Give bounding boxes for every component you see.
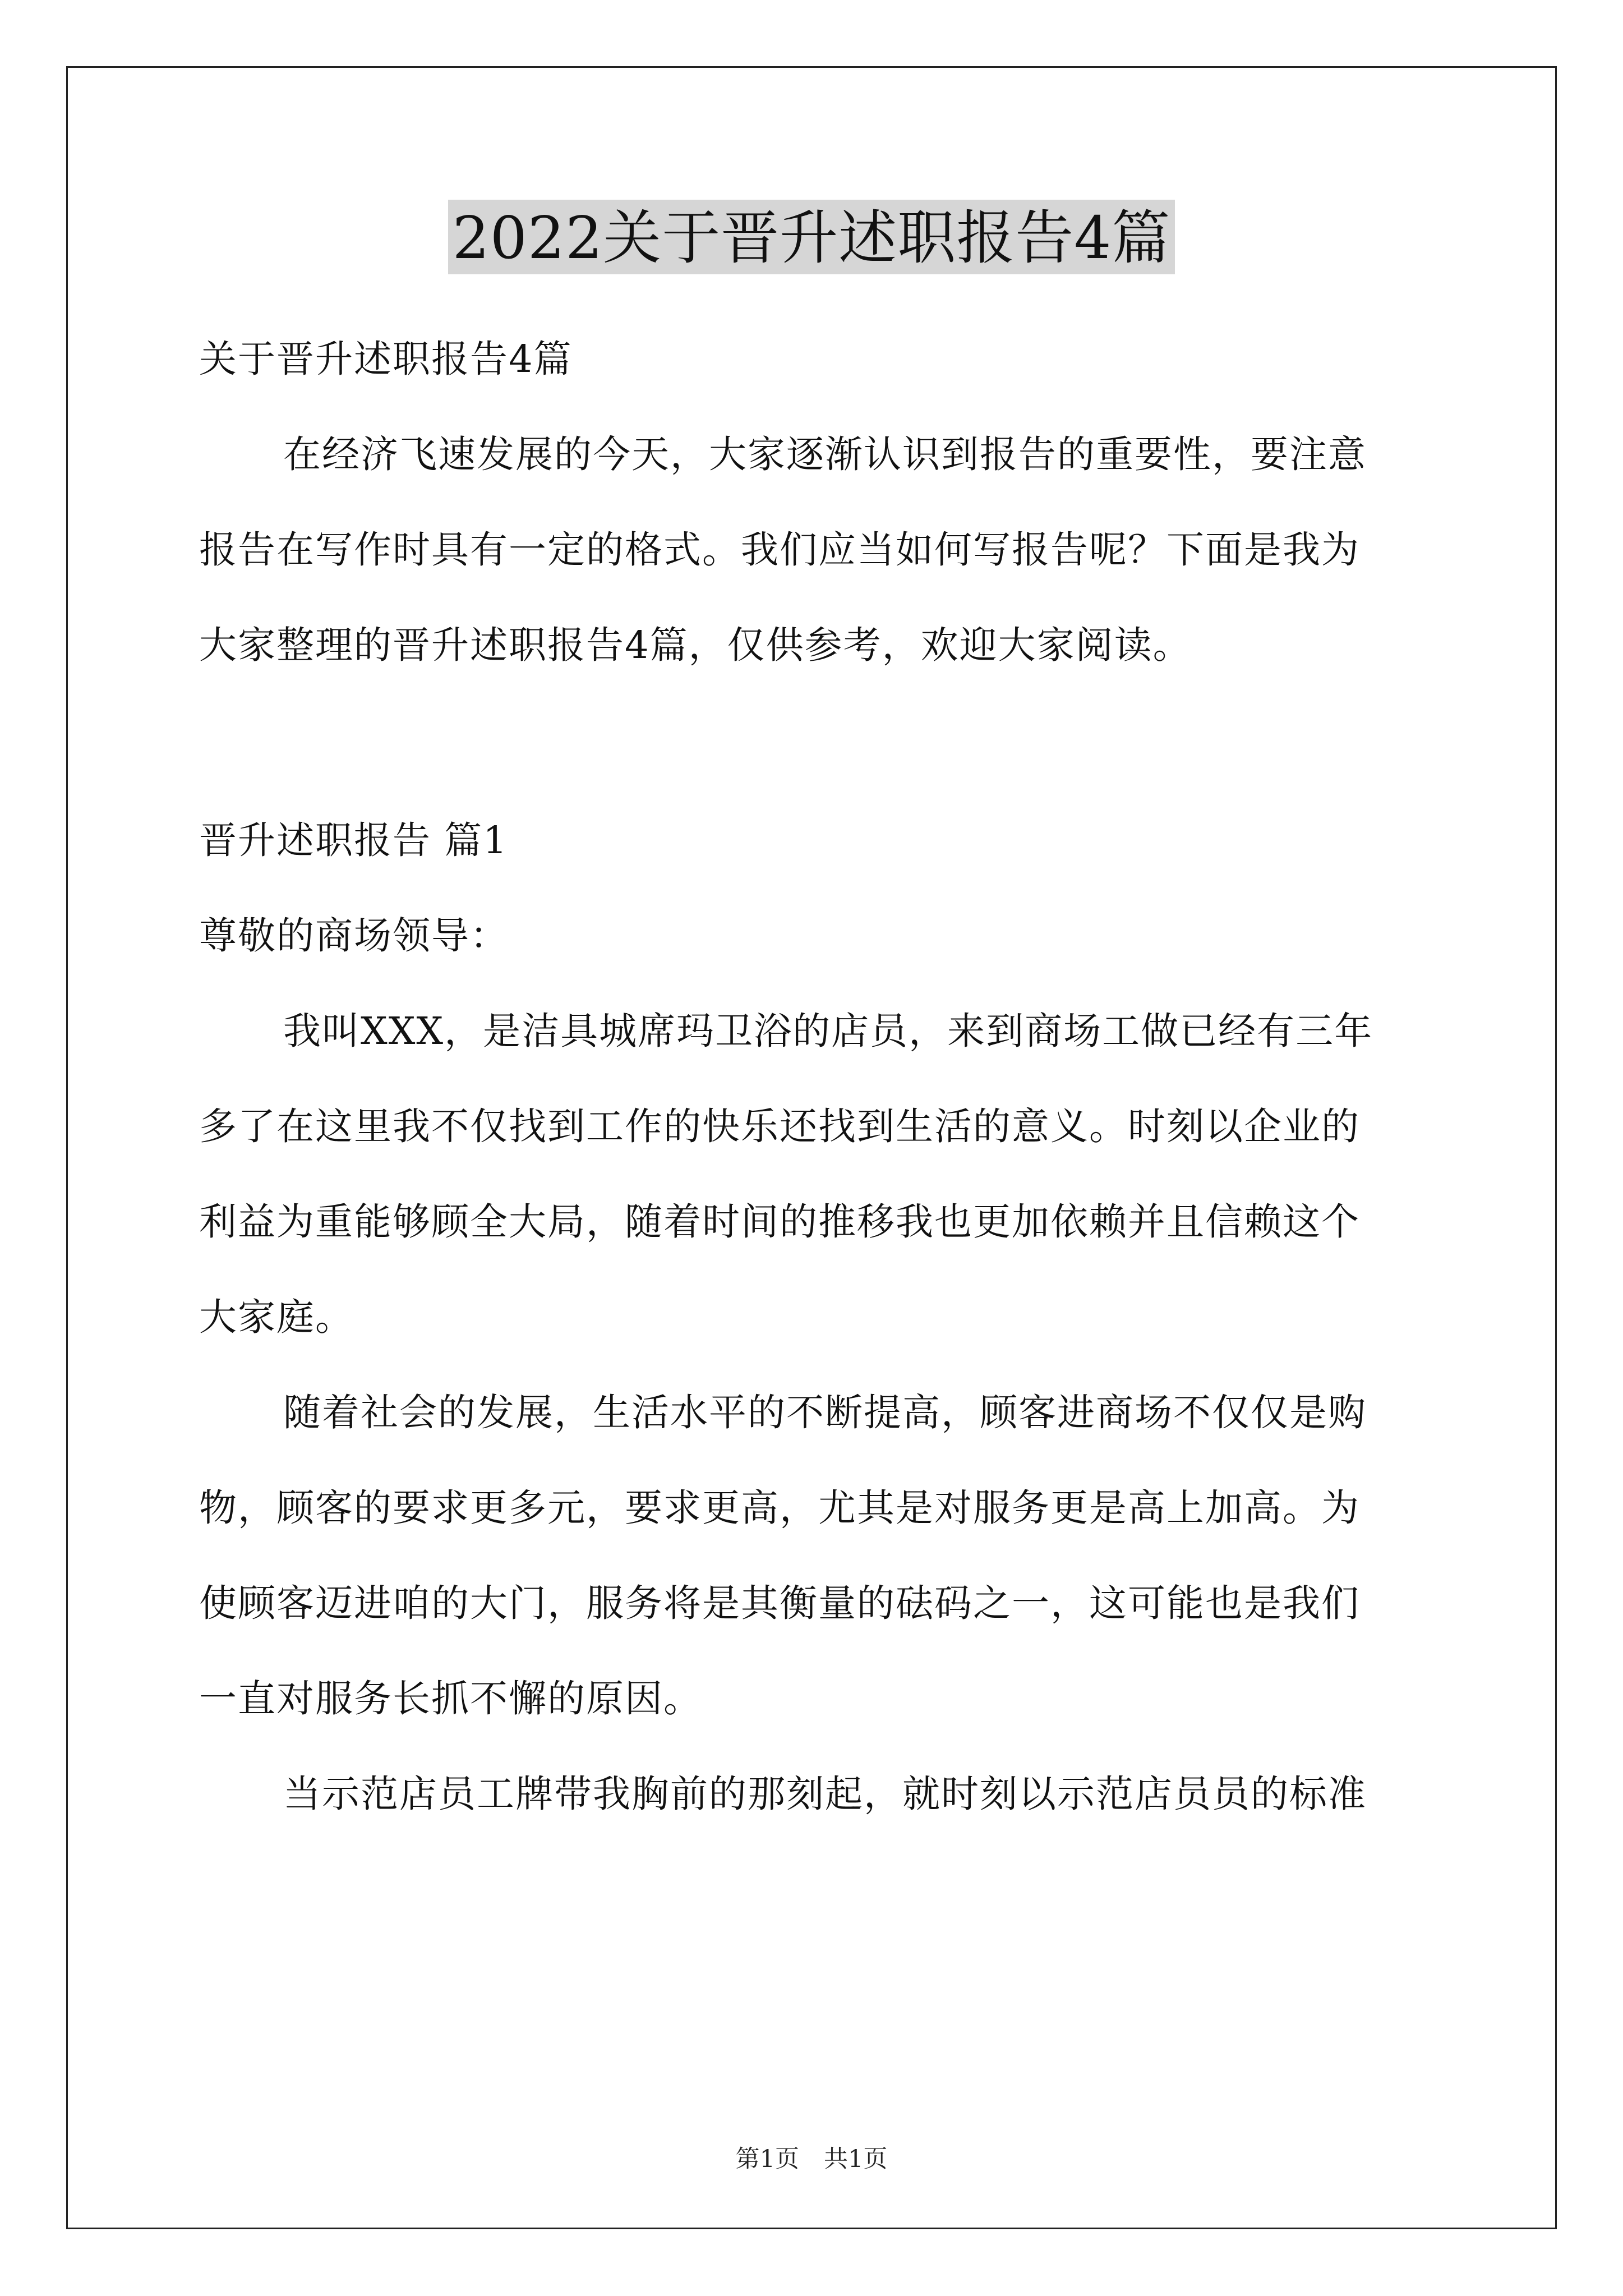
page-total: 共1页 [824, 2145, 888, 2173]
paragraph-line: 一直对服务长抓不懈的原因。 [199, 1677, 702, 1720]
blank-line [199, 693, 1438, 793]
intro-line: 在经济飞速发展的今天，大家逐渐认识到报告的重要性，要注意 [283, 432, 1367, 476]
salutation: 尊敬的商场领导： [199, 914, 509, 958]
document-body [199, 311, 1438, 1842]
intro-line: 报告在写作时具有一定的格式。我们应当如何写报告呢？下面是我为 [199, 528, 1360, 572]
title-area [0, 200, 1623, 274]
document-subtitle: 关于晋升述职报告4篇 [199, 337, 573, 381]
page-number: 第1页 [735, 2145, 799, 2173]
paragraph-line: 当示范店员工牌带我胸前的那刻起，就时刻以示范店员员的标准 [283, 1772, 1367, 1816]
paragraph-line: 随着社会的发展，生活水平的不断提高，顾客进商场不仅仅是购 [283, 1391, 1367, 1434]
section-heading: 晋升述职报告 篇1 [199, 818, 508, 862]
paragraph-line: 大家庭。 [199, 1295, 354, 1339]
paragraph-line: 使顾客迈进咱的大门，服务将是其衡量的砝码之一，这可能也是我们 [199, 1581, 1360, 1625]
paragraph-line: 利益为重能够顾全大局，随着时间的推移我也更加依赖并且信赖这个 [199, 1200, 1360, 1244]
document-title: 2022关于晋升述职报告4篇 [448, 200, 1175, 274]
page-footer [0, 2140, 1623, 2174]
paragraph-line: 物，顾客的要求更多元，要求更高，尤其是对服务更是高上加高。为 [199, 1486, 1360, 1530]
paragraph-line: 我叫XXX，是洁具城席玛卫浴的店员，来到商场工做已经有三年 [283, 1009, 1373, 1053]
intro-line: 大家整理的晋升述职报告4篇，仅供参考，欢迎大家阅读。 [199, 623, 1192, 667]
paragraph-line: 多了在这里我不仅找到工作的快乐还找到生活的意义。时刻以企业的 [199, 1105, 1360, 1148]
